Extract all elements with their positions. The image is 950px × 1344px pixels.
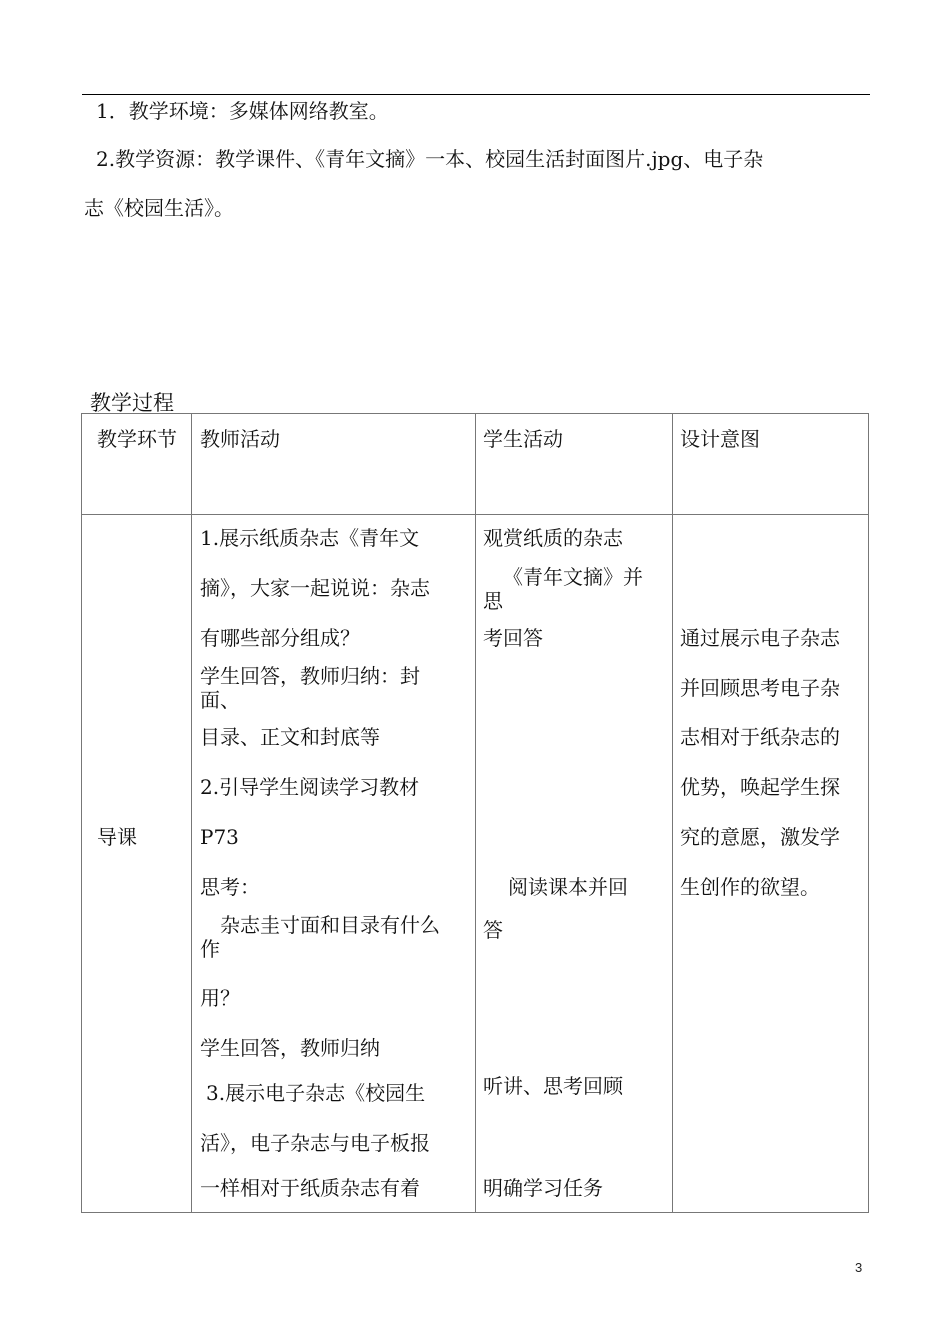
- text-line: 用？: [200, 986, 240, 1010]
- text-line: 2.引导学生阅读学习教材: [200, 775, 420, 799]
- text-line: 思考：: [200, 875, 260, 899]
- page-number: 3: [855, 1260, 863, 1275]
- teaching-environment-line: 1．教学环境：多媒体网络教室。: [96, 99, 389, 123]
- text-line: 摘》，大家一起说说：杂志: [200, 576, 430, 600]
- text-line: 阅读课本并回: [508, 875, 628, 899]
- header-design-intent: 设计意图: [680, 427, 760, 451]
- teacher-activity-cell: [200, 414, 470, 1212]
- text-line: 1.展示纸质杂志《青年文: [200, 526, 420, 550]
- text-line: 学生回答，教师归纳: [200, 1036, 380, 1060]
- text-line: 答: [483, 918, 503, 942]
- teaching-process-table: [81, 413, 869, 1213]
- text-line: 并回顾思考电子杂: [680, 676, 840, 700]
- column-divider: [672, 414, 673, 1212]
- text-line: 杂志圭寸面和目录有什么: [220, 913, 440, 937]
- text-line: 究的意愿，激发学: [680, 825, 840, 849]
- text-line: 明确学习任务: [483, 1176, 603, 1200]
- text-line: 考回答: [483, 626, 543, 650]
- text-line: 优势，唤起学生探: [680, 775, 840, 799]
- stage-cell: 导课: [97, 825, 137, 849]
- text-line: 3.展示电子杂志《校园生: [206, 1081, 426, 1105]
- header-stage: 教学环节: [97, 427, 177, 451]
- design-intent-cell: [680, 414, 865, 1212]
- teaching-resources-line-2: 志《校园生活》。: [84, 196, 234, 220]
- text-line: 有哪些部分组成？: [200, 626, 360, 650]
- text-line: 目录、正文和封底等: [200, 725, 380, 749]
- text-line: 志相对于纸杂志的: [680, 725, 840, 749]
- text-line: P73: [200, 825, 239, 849]
- text-line: 面、: [200, 688, 240, 712]
- text-line: 学生回答，教师归纳：封: [200, 664, 420, 688]
- text-line: 思: [483, 589, 503, 613]
- text-line: 通过展示电子杂志: [680, 626, 840, 650]
- header-student-activity: 学生活动: [483, 427, 563, 451]
- top-rule: [82, 94, 870, 95]
- column-divider: [191, 414, 192, 1212]
- text-line: 活》，电子杂志与电子板报: [200, 1131, 430, 1155]
- section-title: 教学过程: [90, 391, 174, 415]
- text-line: 一样相对于纸质杂志有着: [200, 1176, 420, 1200]
- text-line: 观赏纸质的杂志: [483, 526, 623, 550]
- teaching-resources-line-1: 2.教学资源：教学课件、《青年文摘》一本、校园生活封面图片.jpg、电子杂: [96, 147, 764, 171]
- student-activity-cell: [483, 414, 668, 1212]
- text-line: 《青年文摘》并: [503, 565, 643, 589]
- column-divider: [475, 414, 476, 1212]
- text-line: 听讲、思考回顾: [483, 1074, 623, 1098]
- header-teacher-activity: 教师活动: [200, 427, 280, 451]
- text-line: 作: [200, 937, 220, 961]
- text-line: 生创作的欲望。: [680, 875, 820, 899]
